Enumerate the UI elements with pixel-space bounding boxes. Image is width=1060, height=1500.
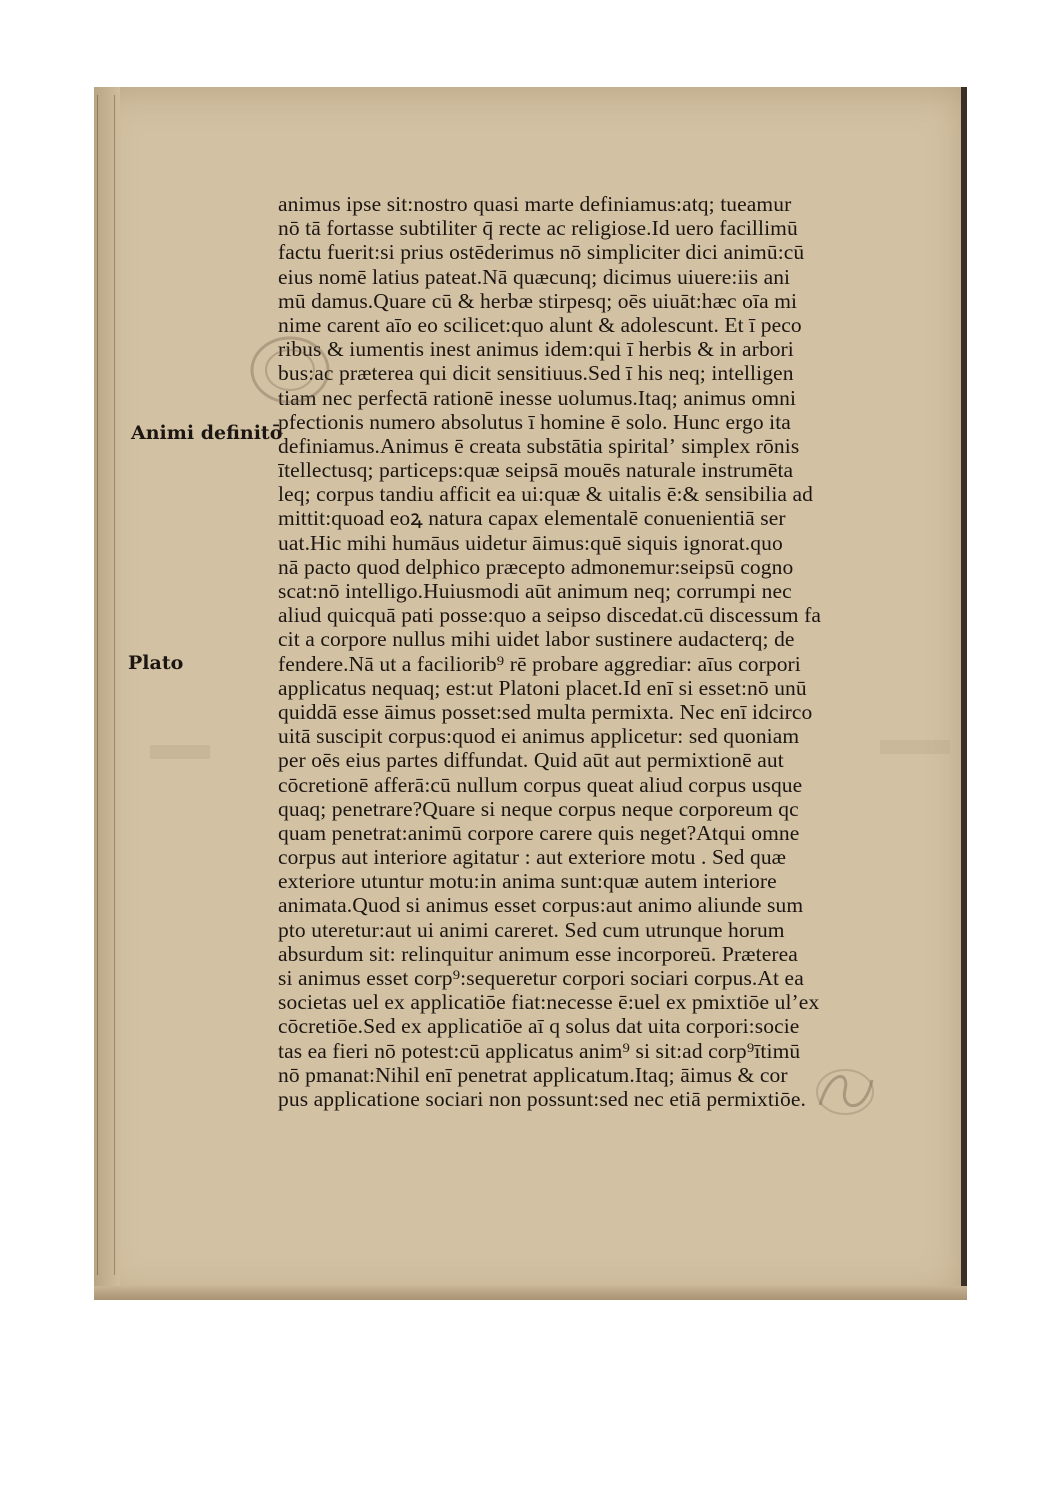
text-line: pus applicatione sociari non possunt:sed nec etiā permixtiōe. bbox=[278, 1086, 806, 1111]
text-line: cōcretiōe.Sed ex applicatiōe aī q solus dat uita corpori:socie bbox=[278, 1014, 800, 1039]
text-line: mittit:quoad eoꝝ natura capax elementalē conuenientiā ser bbox=[278, 506, 786, 531]
text-line: mū damus.Quare cū & herbæ stirpesq; oēs uiuāt:hæc oīa mi bbox=[278, 288, 798, 313]
main-text-block bbox=[278, 192, 883, 1111]
text-line: quam penetrat:animū corpore carere quis neget?Atqui omne bbox=[278, 820, 800, 845]
text-line: societas uel ex applicatiōe fiat:necesse ē:uel ex pmixtiōe ulʼex bbox=[278, 990, 820, 1015]
marginal-note-definitio: Animi definitō bbox=[131, 422, 283, 444]
text-line: animata.Quod si animus esset corpus:aut animo aliunde sum bbox=[278, 893, 804, 918]
text-line: quiddā esse āimus posset:sed multa permixta. Nec enī idcirco bbox=[278, 699, 813, 724]
text-line: nā pacto quod delphico præcepto admonemur:seipsū cogno bbox=[278, 554, 794, 579]
binding-edge bbox=[97, 95, 115, 1275]
text-line: si animus esset corp⁹:sequeretur corpori sociari corpus.At ea bbox=[278, 966, 804, 990]
text-line: tiam nec perfectā rationē inesse uolumus.Itaq; animus omni bbox=[278, 385, 797, 410]
text-line: uat.Hic mihi humāus uidetur āimus:quē siquis ignorat.quo bbox=[278, 530, 783, 555]
text-line: pfectionis numero absolutus ī homine ē solo. Hunc ergo ita bbox=[278, 409, 791, 434]
text-line: cit a corpore nullus mihi uidet labor sustinere audacterq; de bbox=[278, 627, 795, 652]
text-line: leq; corpus tandiu afficit ea ui:quæ & uitalis ē:& sensibilia ad bbox=[278, 482, 814, 507]
text-line: quaq; penetrare?Quare si neque corpus neque corporeum qc bbox=[278, 796, 799, 821]
show-through-smudge bbox=[880, 740, 950, 754]
text-line: uitā suscipit corpus:quod ei animus applicetur: sed quoniam bbox=[278, 724, 800, 749]
text-line: ribus & iumentis inest animus idem:qui ī herbis & in arbori bbox=[278, 337, 794, 362]
marginal-note-plato: Plato bbox=[128, 652, 184, 674]
text-line: scat:nō intelligo.Huiusmodi aūt animum neq; corrumpi nec bbox=[278, 579, 792, 603]
text-line: definiamus.Animus ē creata substātia spiritalʼ simplex rōnis bbox=[278, 433, 800, 458]
page-bottom-edge bbox=[94, 1286, 967, 1300]
text-line: corpus aut interiore agitatur : aut exteriore motu . Sed quæ bbox=[278, 845, 787, 870]
text-line: absurdum sit: relinquitur animum esse incorporeū. Præterea bbox=[278, 941, 798, 966]
text-line: fendere.Nā ut a faciliorib⁹ rē probare aggrediar: aīus corpori bbox=[278, 651, 801, 676]
text-line: pto uteretur:aut ui animi careret. Sed cum utrunque horum bbox=[278, 917, 785, 942]
text-line: nime carent aīo eo scilicet:quo alunt & adolescunt. Et ī peco bbox=[278, 312, 802, 337]
text-line: tas ea fieri nō potest:cū applicatus anim⁹ si sit:ad corp⁹ītimū bbox=[278, 1038, 801, 1063]
text-line: nō tā fortasse subtiliter q̄ recte ac religiose.Id uero facillimū bbox=[278, 216, 798, 241]
text-line: cōcretionē afferā:cū nullum corpus queat aliud corpus usque bbox=[278, 772, 803, 797]
text-line: nō pmanat:Nihil enī penetrat applicatum.Itaq; āimus & cor bbox=[278, 1062, 788, 1087]
text-line: exteriore utuntur motu:in anima sunt:quæ autem interiore bbox=[278, 869, 777, 894]
text-line: bus:ac præterea qui dicit sensitiuus.Sed ī his neq; intelligen bbox=[278, 361, 794, 386]
text-line: applicatus nequaq; est:ut Platoni placet.Id enī si esset:nō unū bbox=[278, 675, 807, 700]
text-line: factu fuerit:si prius ostēderimus nō simpliciter dici animū:cū bbox=[278, 240, 805, 265]
show-through-smudge bbox=[150, 745, 210, 759]
text-line: ītellectusq; particeps:quæ seipsā mouēs naturale instrumēta bbox=[278, 458, 794, 483]
text-line: animus ipse sit:nostro quasi marte definiamus:atq; tueamur bbox=[278, 192, 792, 216]
text-line: eius nomē latius pateat.Nā quæcunq; dicimus uiuere:iis ani bbox=[278, 264, 791, 289]
text-line: aliud quicquā pati posse:quo a seipso discedat.cū discessum fa bbox=[278, 603, 821, 628]
text-line: per oēs eius partes diffundat. Quid aūt aut permixtionē aut bbox=[278, 748, 784, 773]
